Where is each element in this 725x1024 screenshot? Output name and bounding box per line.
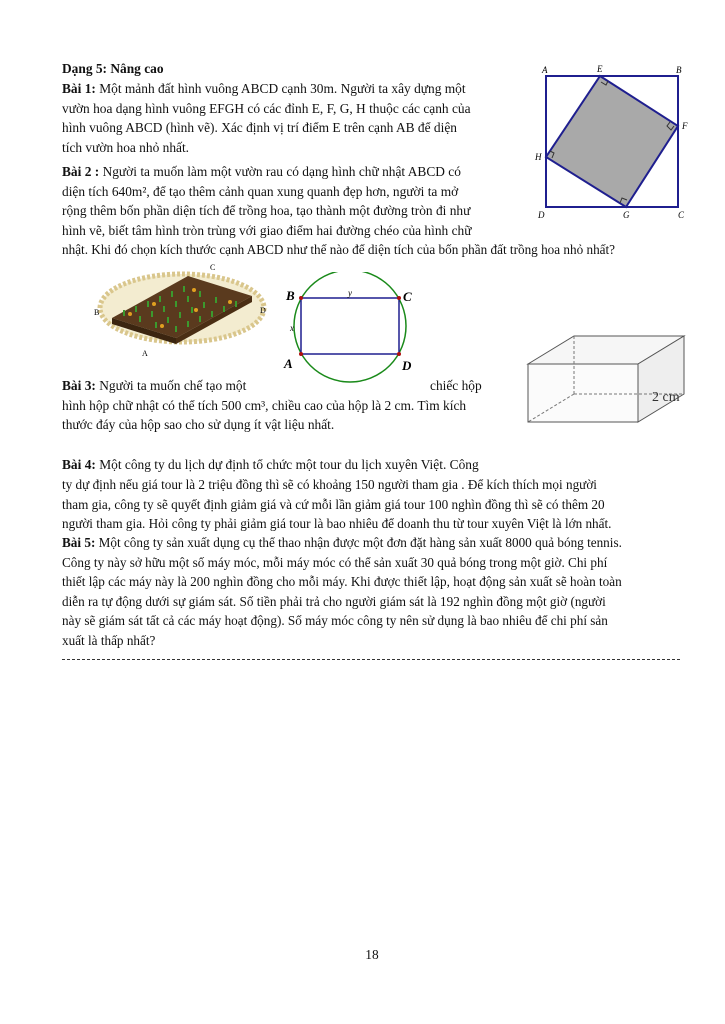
exercise-2-line: hình vẽ, biết tâm hình tròn trùng với giao điểm hai đường chéo của hình chữ xyxy=(62,222,472,238)
section-heading: Dạng 5: Nâng cao xyxy=(62,61,164,76)
garden-label-A: A xyxy=(142,349,148,358)
exercise-3-line: hình hộp chữ nhật có thể tích 500 cm³, chiều cao của hộp là 2 cm. Tìm kích xyxy=(62,397,467,413)
circle-label-B: B xyxy=(286,288,295,303)
exercise-3-line: thước đáy của hộp sao cho sử dụng ít vật liệu nhất. xyxy=(62,417,335,432)
exercise-3-label: Bài 3: xyxy=(62,378,96,393)
exercise-1-label: Bài 1: xyxy=(62,81,96,96)
exercise-2-line: diện tích 640m², để tạo thêm cảnh quan xung quanh đẹp hơn, người ta mở xyxy=(62,183,459,199)
label-G: G xyxy=(623,210,630,220)
exercise-4-line: tham gia, công ty sẽ quyết định giảm giá và cứ mỗi lần giảm giá tour 100 nghìn đồng thì sẽ có thêm 20 xyxy=(62,496,605,512)
circle-label-C: C xyxy=(403,289,412,304)
exercise-3-line: chiếc hộp xyxy=(430,378,482,393)
exercise-2-label: Bài 2 : xyxy=(62,164,100,179)
label-E: E xyxy=(597,64,603,74)
label-H: H xyxy=(535,152,542,162)
box-height-label: 2 cm xyxy=(652,390,680,405)
square-figure xyxy=(530,62,692,224)
exercise-5-line: Công ty này sở hữu một số máy móc, mỗi máy móc có thể sản xuất 30 quả bóng trong một giờ. Chi phí xyxy=(62,554,608,570)
garden-label-C: C xyxy=(210,263,216,272)
label-D: D xyxy=(538,210,545,220)
rectangle-ABCD xyxy=(301,298,399,354)
exercise-3 xyxy=(62,376,514,435)
circle-label-A: A xyxy=(284,356,293,371)
circle-label-D: D xyxy=(402,358,412,373)
exercise-4-label: Bài 4: xyxy=(62,457,96,472)
label-C: C xyxy=(678,210,685,220)
box-front-face xyxy=(528,364,638,422)
exercise-1-line: tích vườn hoa nhỏ nhất. xyxy=(62,139,190,155)
exercise-1-line: vườn hoa dạng hình vuông EFGH có các đỉnh E, F, G, H thuộc các cạnh của xyxy=(62,100,471,116)
exercise-5-line: Một công ty sản xuất dụng cụ thể thao nhận được một đơn đặt hàng sản xuất 8000 quả bóng tennis. xyxy=(98,535,622,550)
label-B: B xyxy=(676,65,682,75)
exercise-4-line: người tham gia. Hỏi công ty phải giảm giá tour là bao nhiêu để doanh thu từ tour xuyên Việt là lớn nhất. xyxy=(62,516,612,531)
garden-label-B: B xyxy=(94,308,100,317)
label-F: F xyxy=(682,121,688,131)
exercise-2-line: nhật. Khi đó chọn kích thước cạnh ABCD như thế nào để diện tích của bốn phần đất trồng hoa nhỏ nhất? xyxy=(62,242,616,257)
inner-square xyxy=(546,76,678,207)
exercise-2 xyxy=(62,162,516,240)
page-number: 18 xyxy=(365,947,379,962)
exercise-3-line: Người ta muốn chế tạo một xyxy=(99,378,247,393)
circle-label-y: y xyxy=(348,288,352,298)
box-figure xyxy=(520,328,700,428)
exercise-1-line: Một mảnh đất hình vuông ABCD cạnh 30m. Người ta xây dựng một xyxy=(99,81,466,96)
exercise-5-line: này sẽ giám sát tất cả các máy hoạt động). Số máy móc công ty nên sử dụng là bao nhiêu để chi phí sản xyxy=(62,613,608,628)
exercise-2-line: Người ta muốn làm một vườn rau có dạng hình chữ nhật ABCD có xyxy=(102,164,461,179)
exercise-5 xyxy=(62,533,692,650)
exercise-2-line: rộng thêm bốn phần diện tích để trồng hoa, tạo thành một đường tròn đi như xyxy=(62,203,471,218)
exercise-5-line: xuất là thấp nhất? xyxy=(62,632,156,648)
exercise-4-first-line xyxy=(62,455,479,475)
exercise-4 xyxy=(62,475,692,534)
garden-label-D: D xyxy=(260,306,266,315)
circle-rectangle-figure xyxy=(282,272,422,384)
exercise-4-line: ty dự định nếu giá tour là 2 triệu đồng thì sẽ có khoảng 150 người tham gia . Để kích thích mọi người xyxy=(62,477,597,492)
circle-label-x: x xyxy=(290,323,294,333)
separator-line xyxy=(62,659,680,660)
garden-illustration xyxy=(92,262,272,360)
exercise-5-label: Bài 5: xyxy=(62,535,96,550)
label-A: A xyxy=(542,65,548,75)
exercise-5-line: thiết lập các máy này là 200 nghìn đồng cho mỗi máy. Khi được thiết lập, hoạt động sản xuất sẽ hoàn toàn xyxy=(62,574,622,589)
exercise-4-line: Một công ty du lịch dự định tổ chức một tour du lịch xuyên Việt. Công xyxy=(99,457,479,472)
exercise-1 xyxy=(62,79,516,157)
exercise-5-line: diễn ra tự động dưới sự giám sát. Số tiền phải trả cho người giám sát là 192 nghìn đồng một giờ (người xyxy=(62,593,606,609)
exercise-1-line: hình vuông ABCD (hình vẽ). Xác định vị trí điểm E trên cạnh AB để diện xyxy=(62,120,457,135)
